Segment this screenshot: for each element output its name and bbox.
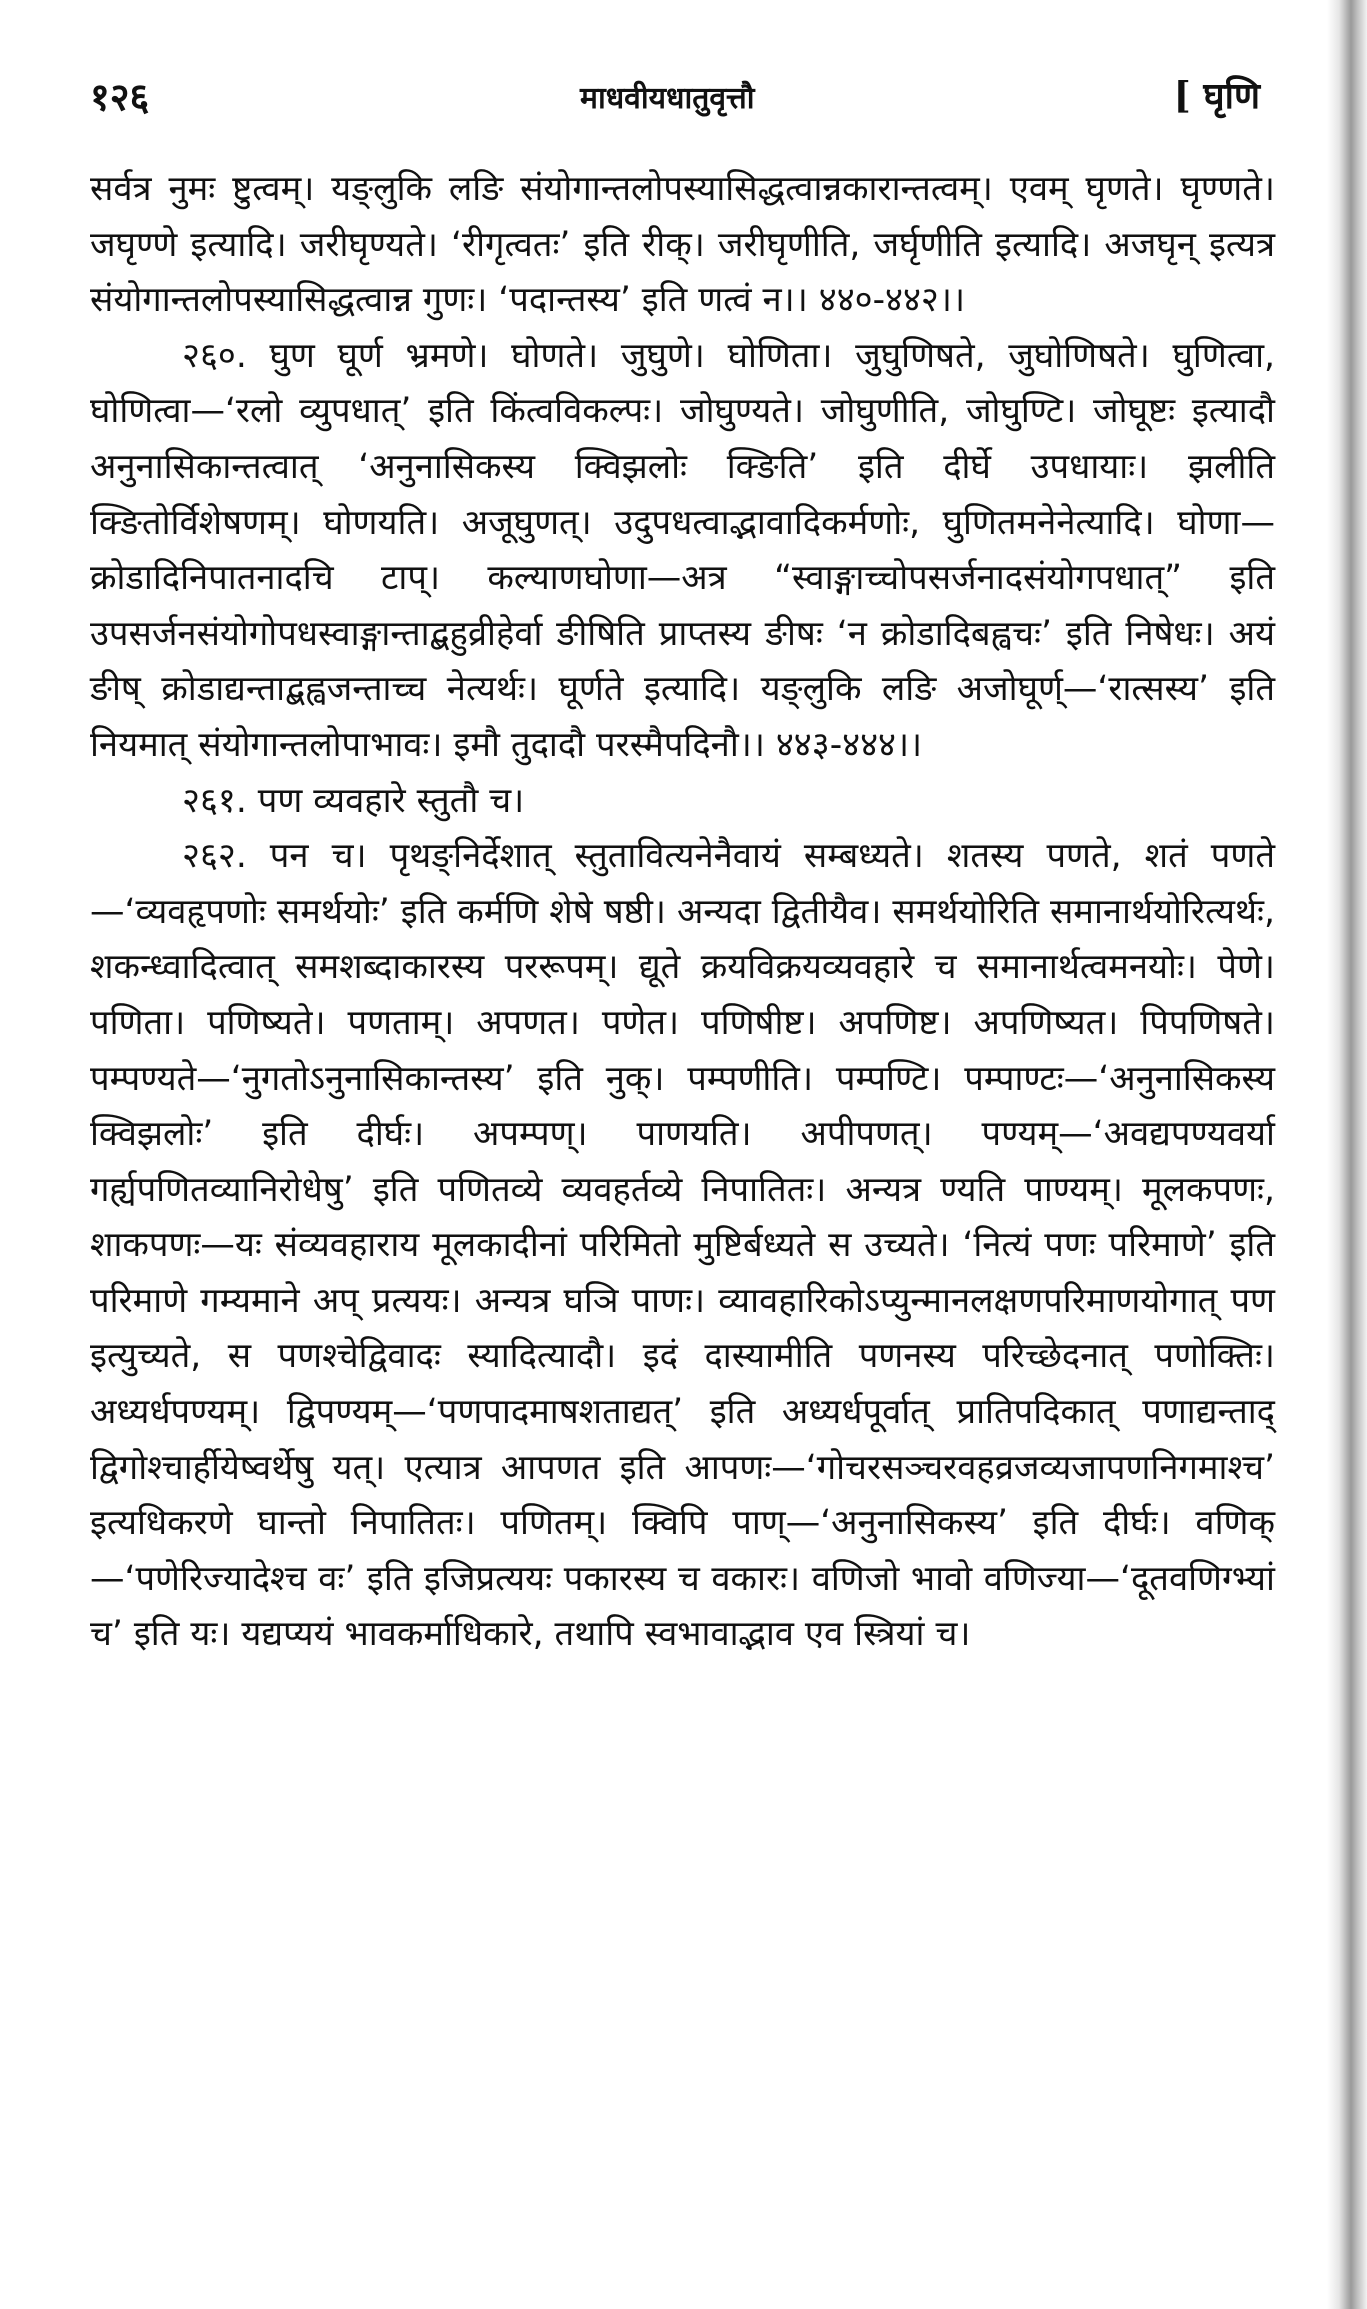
running-title: माधवीयधातुवृत्तौ	[580, 81, 755, 116]
page-binding-edge	[1327, 0, 1367, 2309]
paragraph: २६०. घुण घूर्ण भ्रमणे। घोणते। जुघुणे। घोणिता। जुघुणिषते, जुघोणिषते। घुणित्वा, घोणित्वा—‘रलो व्युपधात्’ इति किंत्वविकल्पः। जोघुण्यते। जोघुणीति, जोघुण्टि। जोघूष्टः इत्यादौ अनुनासिकान्तत्वात् ‘अनुनासिकस्य क्विझलोः क्ङिति’ इति दीर्घे उपधायाः। झलीति क्ङितोर्विशेषणम्। घोणयति। अजूघुणत्। उदुपधत्वाद्भावादिकर्मणोः, घुणितमनेनेत्यादि। घोणा—क्रोडादिनिपातनादचि टाप्। कल्याणघोणा—अत्र “स्वाङ्गाच्चोपसर्जनादसंयोगपधात्” इति उपसर्जनसंयोगोपधस्वाङ्गान्ताद्बहुव्रीहेर्वा ङीषिति प्राप्तस्य ङीषः ‘न क्रोडादिबह्वचः’ इति निषेधः। अयं ङीष् क्रोडाद्यन्ताद्बह्वजन्ताच्च नेत्यर्थः। घूर्णते इत्यादि। यङ्लुकि लङि अजोघूर्ण्—‘रात्सस्य’ इति नियमात् संयोगान्तलोपाभावः। इमौ तुदादौ परस्मैपदिनौ।। ४४३-४४४।।	[90, 335, 1275, 765]
paragraph: २६१. पण व्यवहारे स्तुतौ च।	[182, 780, 525, 821]
paragraph: सर्वत्र नुमः ष्टुत्वम्। यङ्लुकि लङि संयोगान्तलोपस्यासिद्धत्वान्नकारान्तत्वम्। एवम् घृणते। घृण्णते। जघृण्णे इत्यादि। जरीघृण्यते। ‘रीगृत्वतः’ इति रीक्। जरीघृणीति, जर्घृणीति इत्यादि। अजघृन् इत्यत्र संयोगान्तलोपस्यासिद्धत्वान्न गुणः। ‘पदान्तस्य’ इति णत्वं न।। ४४०-४४२।।	[90, 169, 1275, 321]
page-header	[90, 70, 1260, 130]
page-number: १२६	[90, 74, 150, 119]
section-marker: [ घृणि	[1173, 75, 1260, 117]
body-text	[90, 162, 1275, 1663]
paragraph: २६२. पन च। पृथङ्निर्देशात् स्तुतावित्यनेनैवायं सम्बध्यते। शतस्य पणते, शतं पणते—‘व्यवहृपणोः समर्थयोः’ इति कर्मणि शेषे षष्ठी। अन्यदा द्वितीयैव। समर्थयोरिति समानार्थयोरित्यर्थः, शकन्ध्वादित्वात् समशब्दाकारस्य पररूपम्। द्यूते क्रयविक्रयव्यवहारे च समानार्थत्वमनयोः। पेणे। पणिता। पणिष्यते। पणताम्। अपणत। पणेत। पणिषीष्ट। अपणिष्ट। अपणिष्यत। पिपणिषते। पम्पण्यते—‘नुगतोऽनुनासिकान्तस्य’ इति नुक्। पम्पणीति। पम्पण्टि। पम्पाण्टः—‘अनुनासिकस्य क्विझलोः’ इति दीर्घः। अपम्पण्। पाणयति। अपीपणत्। पण्यम्—‘अवद्यपण्यवर्या गर्ह्यपणितव्यानिरोधेषु’ इति पणितव्ये व्यवहर्तव्ये निपातितः। अन्यत्र ण्यति पाण्यम्। मूलकपणः, शाकपणः—यः संव्यवहाराय मूलकादीनां परिमितो मुष्टिर्बध्यते स उच्यते। ‘नित्यं पणः परिमाणे’ इति परिमाणे गम्यमाने अप् प्रत्ययः। अन्यत्र घञि पाणः। व्यावहारिकोऽप्युन्मानलक्षणपरिमाणयोगात् पण इत्युच्यते, स पणश्चेद्विवादः स्यादित्यादौ। इदं दास्यामीति पणनस्य परिच्छेदनात् पणोक्तिः। अध्यर्धपण्यम्। द्विपण्यम्—‘पणपादमाषशताद्यत्’ इति अध्यर्धपूर्वात् प्रातिपदिकात् पणाद्यन्ताद् द्विगोश्चार्हीयेष्वर्थेषु यत्। एत्यात्र आपणत इति आपणः—‘गोचरसञ्चरवहव्रजव्यजापणनिगमाश्च’ इत्यधिकरणे घान्तो निपातितः। पणितम्। क्विपि पाण्—‘अनुनासिकस्य’ इति दीर्घः। वणिक्—‘पणेरिज्यादेश्च वः’ इति इजिप्रत्ययः पकारस्य च वकारः। वणिजो भावो वणिज्या—‘दूतवणिग्भ्यां च’ इति यः। यद्यप्ययं भावकर्माधिकारे, तथापि स्वभावाद्भाव एव स्त्रियां च।	[90, 836, 1275, 1655]
